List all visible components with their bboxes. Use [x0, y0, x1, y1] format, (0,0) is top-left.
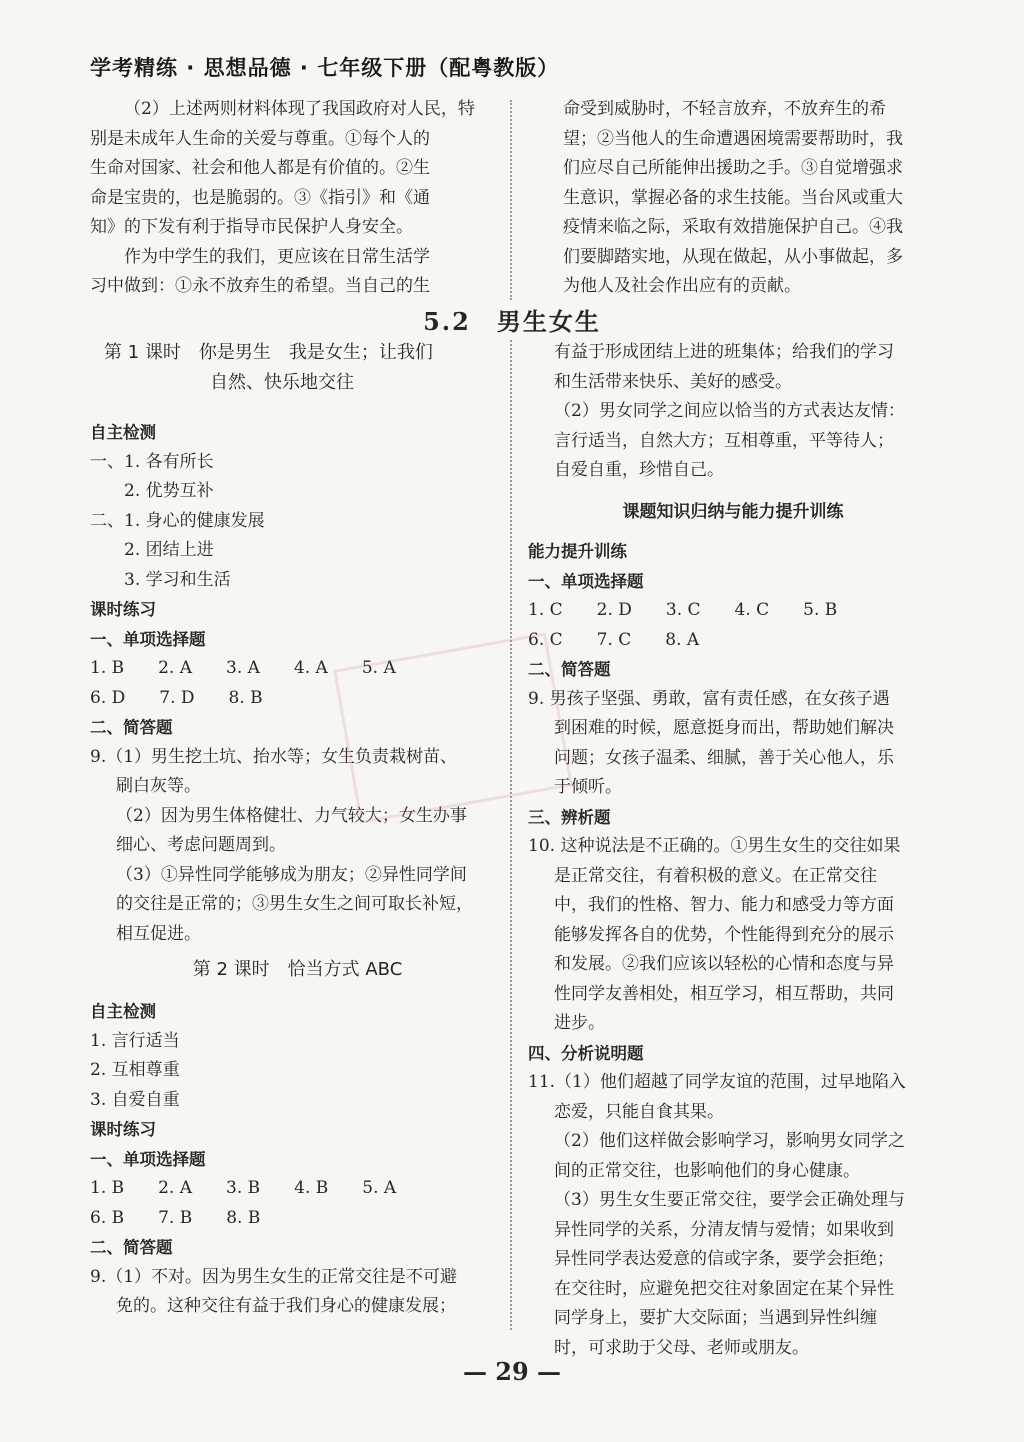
text-line: 四、分析说明题: [528, 1043, 644, 1063]
book-header: 学考精练 · 思想品德 · 七年级下册（配粤教版）: [90, 56, 560, 80]
top-right-column: [563, 95, 943, 302]
text-line: 作为中学生的我们，更应该在日常生活学: [124, 246, 430, 267]
text-line: （3）①异性同学能够成为朋友；②异性同学间: [116, 864, 467, 885]
text-line: 2. 互相尊重: [90, 1060, 180, 1080]
text-line: 生意识，掌握必备的求生技能。当台风或重大: [563, 187, 903, 208]
text-line: 于倾听。: [554, 777, 622, 797]
text-line: 在交往时，应避免把交往对象固定在某个异性: [554, 1278, 894, 1299]
text-line: 问题；女孩子温柔、细腻，善于关心他人，乐: [554, 747, 894, 768]
lesson2-answers: [90, 997, 505, 1322]
text-line: 6. B 7. B 8. B: [90, 1207, 261, 1228]
text-line: 一、单项选择题: [90, 629, 206, 649]
text-line: 时，可求助于父母、老师或朋友。: [554, 1337, 809, 1358]
text-line: 疫情来临之际，采取有效措施保护自己。④我: [563, 217, 903, 237]
text-line: 课时练习: [90, 600, 156, 619]
top-left-column: [90, 95, 500, 302]
text-line: 二、简答题: [528, 660, 611, 679]
text-line: 自爱自重，珍惜自己。: [554, 460, 724, 480]
text-line: 自主检测: [90, 1002, 156, 1021]
text-line: 3. 学习和生活: [124, 569, 231, 590]
text-line: 别是未成年人生命的关爱与尊重。①每个人的: [90, 128, 430, 149]
text-line: 们应尽自己所能伸出援助之手。③自觉增强求: [563, 158, 903, 178]
text-line: 2. 团结上进: [124, 540, 214, 560]
page-number: — 29 —: [462, 1357, 562, 1386]
text-line: 2. 优势互补: [124, 481, 214, 501]
text-line: 能力提升训练: [528, 542, 627, 561]
text-line: 免的。这种交往有益于我们身心的健康发展；: [116, 1296, 456, 1316]
text-line: 二、简答题: [90, 718, 173, 737]
ability-training-answers: [528, 537, 938, 1363]
text-line: 异性同学的关系，分清友情与爱情；如果收到: [554, 1219, 894, 1240]
text-line: 课时练习: [90, 1120, 156, 1139]
text-line: 6. D 7. D 8. B: [90, 687, 263, 708]
text-line: （3）男生女生要正常交往，要学会正确处理与: [554, 1190, 905, 1210]
text-line: 刷白灰等。: [116, 776, 201, 796]
text-line: 中，我们的性格、智力、能力和感受力等方面: [554, 895, 894, 915]
text-line: 命是宝贵的，也是脆弱的。③《指引》和《通: [90, 187, 430, 208]
text-line: 和生活带来快乐、美好的感受。: [554, 371, 792, 392]
text-line: 有益于形成团结上进的班集体；给我们的学习: [554, 342, 894, 362]
lesson1-title-line1: 第 1 课时 你是男生 我是女生；让我们: [104, 342, 433, 363]
text-line: 1. B 2. A 3. A 4. A 5. A: [90, 658, 396, 678]
text-line: 11.（1）他们超越了同学友谊的范围，过早地陷入: [528, 1072, 906, 1092]
text-line: 细心、考虑问题周到。: [116, 835, 286, 855]
knowledge-section-title: 课题知识归纳与能力提升训练: [622, 501, 844, 522]
text-line: 自主检测: [90, 423, 156, 442]
text-line: 一、单项选择题: [528, 571, 644, 591]
text-line: 恋爱，只能自食其果。: [554, 1101, 724, 1122]
column-divider-top: [510, 100, 512, 300]
text-line: 相互促进。: [116, 923, 201, 944]
text-line: 言行适当，自然大方；互相尊重，平等待人；: [554, 430, 894, 451]
text-line: 9.（1）不对。因为男生女生的正常交往是不可避: [90, 1266, 458, 1287]
right-column: [528, 338, 938, 1363]
text-line: 习中做到：①永不放弃生的希望。当自己的生: [90, 276, 430, 296]
text-line: 9. 男孩子坚强、勇敢，富有责任感，在女孩子遇: [528, 688, 890, 709]
text-line: 3. 自爱自重: [90, 1089, 180, 1110]
text-line: 一、单项选择题: [90, 1149, 206, 1169]
text-line: 是正常交往，有着积极的意义。在正常交往: [554, 865, 877, 886]
text-line: 二、简答题: [90, 1238, 173, 1257]
text-line: 进步。: [554, 1013, 605, 1033]
text-line: 6. C 7. C 8. A: [528, 629, 700, 650]
text-line: （2）上述两则材料体现了我国政府对人民，特: [124, 99, 475, 119]
text-line: 望；②当他人的生命遭遇困境需要帮助时，我: [563, 128, 903, 149]
text-line: 生命对国家、社会和他人都是有价值的。②生: [90, 158, 430, 178]
text-line: 一、1. 各有所长: [90, 451, 214, 472]
text-line: 10. 这种说法是不正确的。①男生女生的交往如果: [528, 836, 901, 856]
section-title: 5.2 男生女生: [423, 307, 601, 336]
text-line: （2）他们这样做会影响学习，影响男女同学之: [554, 1131, 905, 1151]
text-line: 能够发挥各自的优势，个性能得到充分的展示: [554, 924, 894, 945]
text-line: 命受到威胁时，不轻言放弃，不放弃生的希: [563, 99, 886, 119]
text-line: 到困难的时候，愿意挺身而出，帮助她们解决: [554, 718, 894, 738]
text-line: 知》的下发有利于指导市民保护人身安全。: [90, 217, 413, 237]
text-line: （2）男女同学之间应以恰当的方式表达友情：: [554, 401, 905, 421]
text-line: 的交往是正常的；③男生女生之间可取长补短，: [116, 894, 473, 914]
right-continuation: [528, 338, 938, 486]
text-line: 为他人及社会作出应有的贡献。: [563, 276, 801, 296]
text-line: 三、辨析题: [528, 807, 611, 827]
text-line: 和发展。②我们应该以轻松的心情和态度与异: [554, 954, 894, 974]
left-column: [90, 338, 505, 1322]
text-line: 二、1. 身心的健康发展: [90, 510, 265, 531]
text-line: 间的正常交往，也影响他们的身心健康。: [554, 1160, 860, 1181]
text-line: 1. B 2. A 3. B 4. B 5. A: [90, 1178, 397, 1198]
text-line: 1. C 2. D 3. C 4. C 5. B: [528, 600, 838, 620]
lesson1-title-line2: 自然、快乐地交往: [210, 372, 354, 393]
text-line: 们要脚踏实地，从现在做起，从小事做起，多: [563, 246, 903, 267]
text-line: 同学身上，要扩大交际面；当遇到异性纠缠: [554, 1308, 877, 1328]
text-line: 1. 言行适当: [90, 1030, 180, 1051]
text-line: 性同学友善相处，相互学习，相互帮助，共同: [554, 983, 894, 1004]
text-line: 异性同学表达爱意的信或字条，要学会拒绝；: [554, 1249, 894, 1269]
lesson2-title: 第 2 课时 恰当方式 ABC: [192, 959, 403, 980]
column-divider-bottom: [510, 340, 512, 1330]
text-line: （2）因为男生体格健壮、力气较大；女生办事: [116, 805, 467, 826]
text-line: 9.（1）男生挖土坑、抬水等；女生负责栽树苗、: [90, 746, 458, 767]
lesson1-title: [90, 338, 505, 398]
